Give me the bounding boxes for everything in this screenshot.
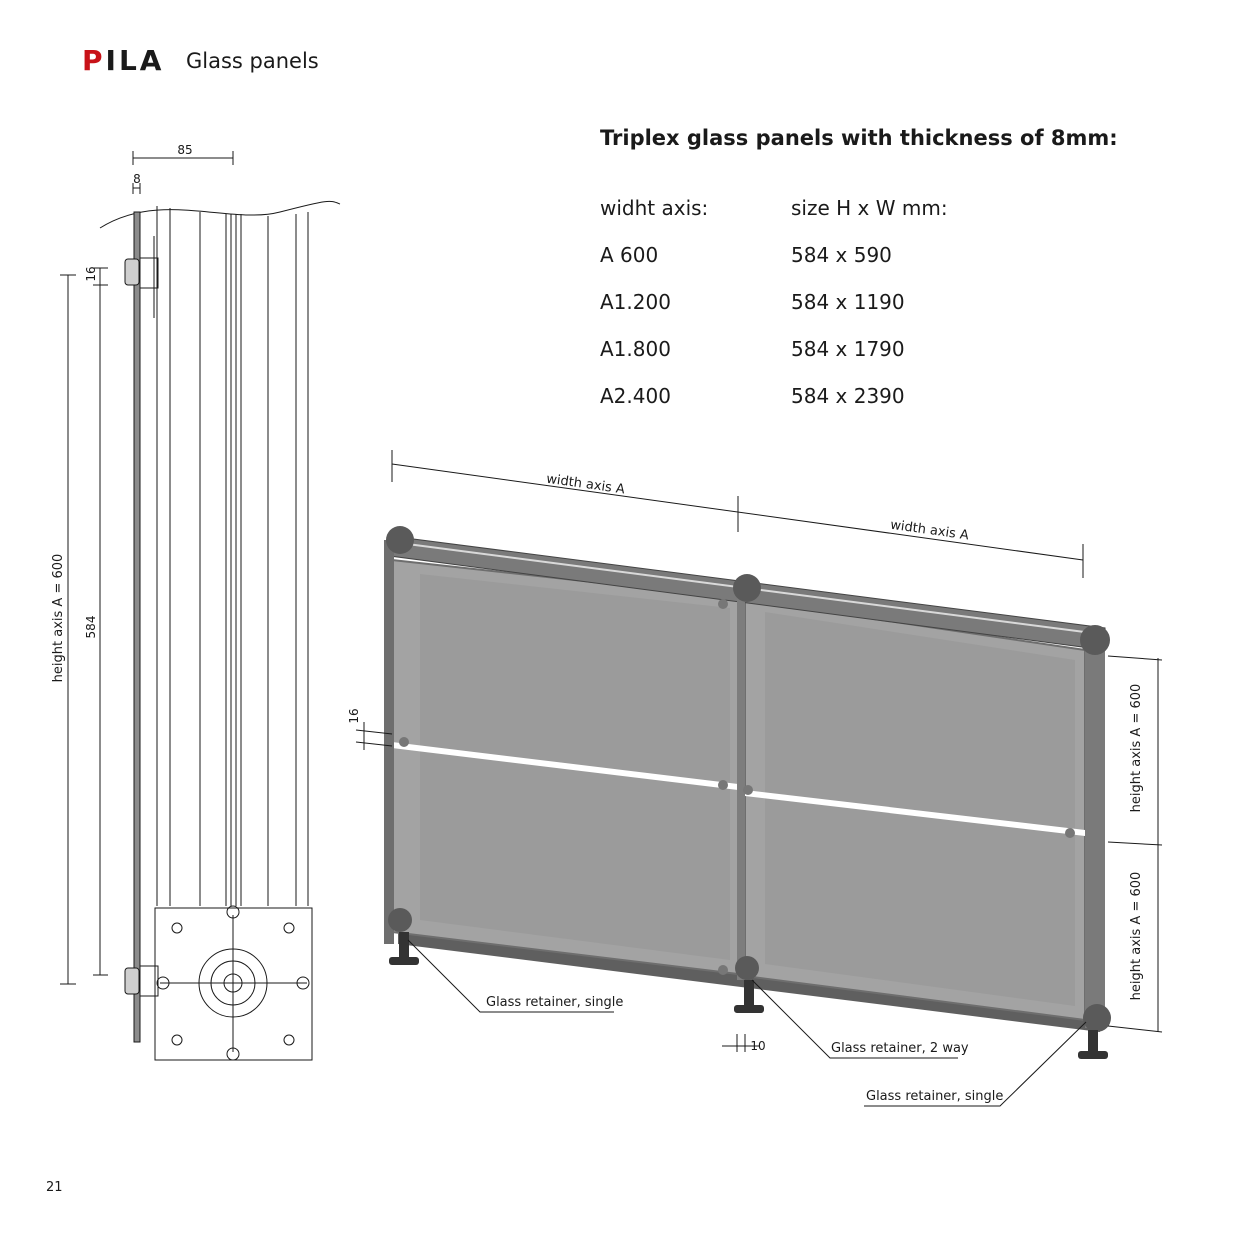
width-label-1: width axis A <box>545 471 626 498</box>
dim-16-iso-label: 16 <box>347 708 361 724</box>
foot-left <box>399 932 409 958</box>
retainer-top <box>125 259 139 285</box>
retainer-dot <box>718 780 728 790</box>
dim-10-iso-label: 10 <box>750 1039 766 1053</box>
brand-letters: ILA <box>105 44 165 77</box>
retainer-dot <box>399 737 409 747</box>
dim-8-label: 8 <box>133 172 141 186</box>
height-label-right-2: height axis A = 600 <box>1129 871 1144 1001</box>
glass-inset-right <box>765 612 1075 1006</box>
spec-axis: A1.800 <box>600 337 671 361</box>
retainer-dot <box>1065 828 1075 838</box>
dim-16-label: 16 <box>84 266 98 282</box>
bolt-hole <box>284 1035 294 1045</box>
connector-top-right <box>1080 625 1110 655</box>
height-label-right-1: height axis A = 600 <box>1129 683 1144 813</box>
bolt-hole <box>172 1035 182 1045</box>
glass-pane-section <box>134 212 140 1042</box>
dim-85-label: 85 <box>177 143 193 157</box>
connector-top-middle <box>733 574 761 602</box>
bolt-hole <box>284 923 294 933</box>
retainer-single-label-1: Glass retainer, single <box>486 995 624 1010</box>
connector-bottom-right <box>1083 1004 1111 1032</box>
post-right <box>1085 630 1105 1028</box>
col-header-size: size H x W mm: <box>791 196 948 220</box>
spec-axis: A1.200 <box>600 290 671 314</box>
spec-size: 584 x 1790 <box>791 337 905 361</box>
iso-drawing <box>356 450 1162 1106</box>
spec-axis: A2.400 <box>600 384 671 408</box>
retainer-2way-label: Glass retainer, 2 way <box>831 1041 969 1056</box>
col-header-axis: widht axis: <box>600 196 709 220</box>
dim-584-label: 584 <box>84 615 98 639</box>
retainer-dot <box>718 965 728 975</box>
post-left <box>384 540 394 944</box>
brand-letter-p: P <box>82 44 106 77</box>
connector-bottom-left <box>388 908 412 932</box>
section-title: Glass panels <box>186 49 319 73</box>
foot-right <box>1088 1030 1098 1052</box>
retainer-single-label-2: Glass retainer, single <box>866 1089 1004 1104</box>
spec-size: 584 x 2390 <box>791 384 905 408</box>
height-axis-label: height axis A = 600 <box>51 553 66 683</box>
spec-size: 584 x 1190 <box>791 290 905 314</box>
spec-axis: A 600 <box>600 243 659 267</box>
retainer-dot <box>743 785 753 795</box>
foot-middle <box>744 980 754 1006</box>
connector-top-left <box>386 526 414 554</box>
post-middle <box>737 586 745 980</box>
spec-heading: Triplex glass panels with thickness of 8mm: <box>600 126 1118 150</box>
width-label-2: width axis A <box>889 517 970 544</box>
section-drawing <box>60 151 340 1060</box>
retainer-bottom <box>125 968 139 994</box>
spec-size: 584 x 590 <box>791 243 892 267</box>
connector-bottom-middle <box>735 956 759 980</box>
bolt-hole <box>172 923 182 933</box>
retainer-top-block <box>140 258 158 288</box>
retainer-dot <box>718 599 728 609</box>
page-number: 21 <box>46 1180 63 1195</box>
